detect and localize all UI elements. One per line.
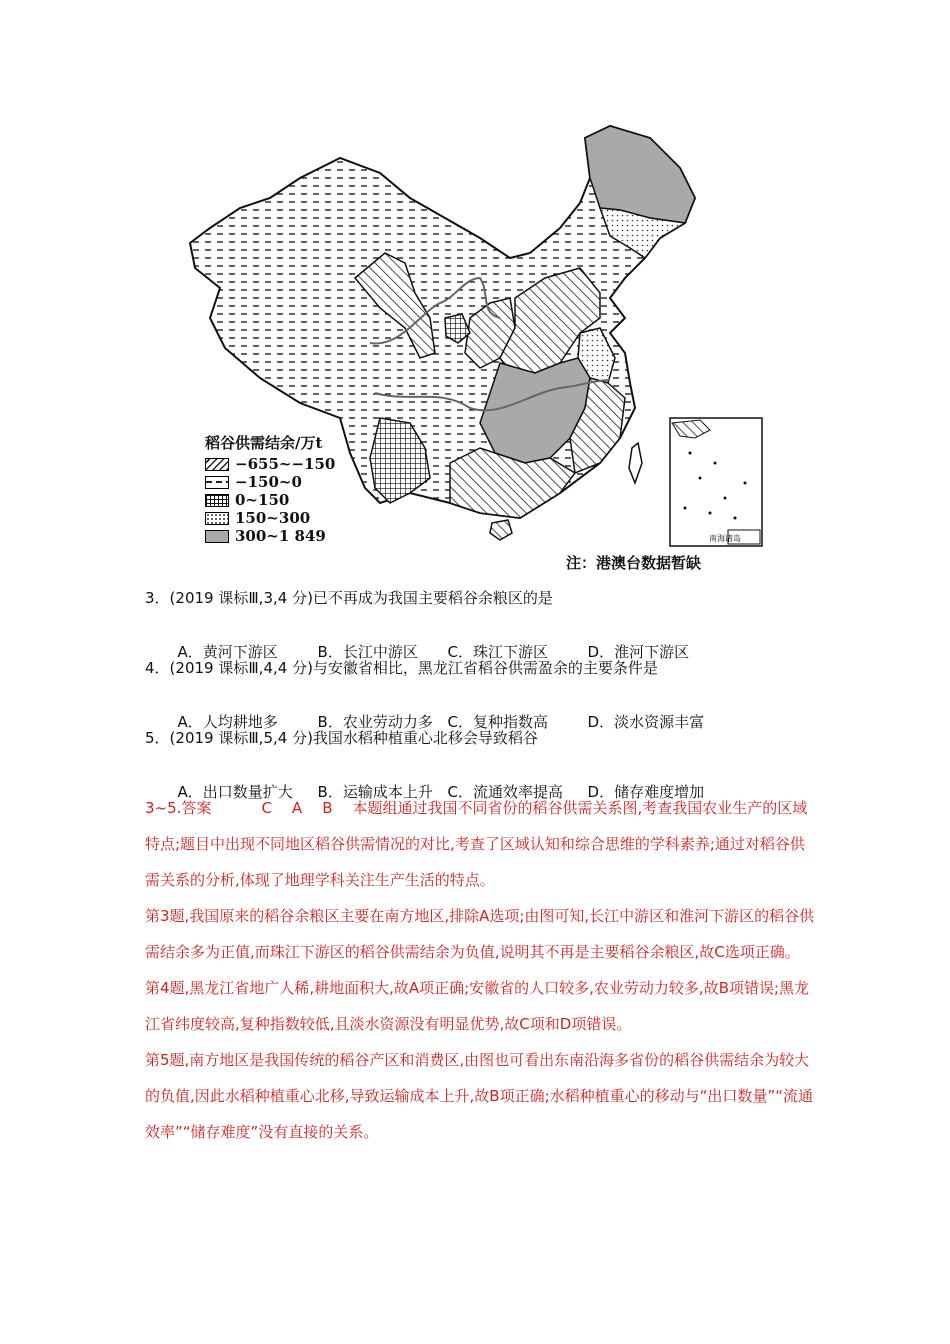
answer-intro: 本题组通过我国不同省份的稻谷供需关系图,考查我国农业生产的区域特点;题目中出现不同地区稻谷供需情况的对比,考查了区域认知和综合思维的学科素养;通过对稻谷供需关系的分析,体现了地理学科关注生产生活的特点。 xyxy=(145,799,808,889)
option-a: A．人均耕地多 xyxy=(177,713,278,731)
answer-label: 3~5.答案 xyxy=(145,799,212,817)
legend-label: 300~1 849 xyxy=(235,527,326,545)
rice-balance-map-figure xyxy=(180,118,780,578)
option-a: A．出口数量扩大 xyxy=(177,783,293,801)
answer-intro-paragraph xyxy=(145,790,815,898)
legend-title: 稻谷供需结余/万t xyxy=(205,434,323,452)
legend-item xyxy=(205,491,335,509)
dots-swatch xyxy=(205,512,229,525)
option-b: B．运输成本上升 xyxy=(317,783,433,801)
figure-note: 注：港澳台数据暂缺 xyxy=(566,554,702,572)
option-b: B．长江中游区 xyxy=(317,643,418,661)
dash-swatch xyxy=(205,476,229,489)
south-china-sea-inset xyxy=(670,418,762,546)
region-hainan xyxy=(490,520,512,540)
cross-grid-swatch xyxy=(205,494,229,507)
answer-section xyxy=(145,790,815,1150)
legend-item xyxy=(205,527,335,545)
option-a: A．黄河下游区 xyxy=(177,643,278,661)
answer-key: C xyxy=(261,799,272,817)
answer-q4-paragraph: 第4题,黑龙江省地广人稀,耕地面积大,故A项正确;安徽省的人口较多,农业劳动力较多,故B项错误;黑龙江省纬度较高,复种指数较低,且淡水资源没有明显优势,故C项和D项错误。 xyxy=(145,979,810,1033)
question-3-options xyxy=(168,622,689,662)
solid-gray-swatch xyxy=(205,530,229,543)
diagonal-hatch-swatch xyxy=(205,458,229,471)
question-4-stem: 4．(2019 课标Ⅲ,4,4 分)与安徽省相比，黑龙江省稻谷供需盈余的主要条件是 xyxy=(145,659,658,677)
legend-item xyxy=(205,509,335,527)
legend-item xyxy=(205,473,335,491)
option-d: D．淮河下游区 xyxy=(587,643,690,661)
question-5-stem: 5．(2019 课标Ⅲ,5,4 分)我国水稻种植重心北移会导致稻谷 xyxy=(145,729,538,747)
region-taiwan xyxy=(629,443,642,483)
option-d: D．淡水资源丰富 xyxy=(587,713,705,731)
answer-q5-paragraph: 第5题,南方地区是我国传统的稻谷产区和消费区,由图也可看出东南沿海多省份的稻谷供需结余为较大的负值,因此水稻种植重心北移,导致运输成本上升,故B项正确;水稻种植重心的移动与“出口数量”“流通效率”“储存难度”没有直接的关系。 xyxy=(145,1051,813,1141)
option-d: D．储存难度增加 xyxy=(587,783,705,801)
question-3-stem: 3．(2019 课标Ⅲ,3,4 分)已不再成为我国主要稻谷余粮区的是 xyxy=(145,589,553,607)
question-4-options xyxy=(168,692,704,732)
answer-key: A xyxy=(291,799,303,817)
answer-keys xyxy=(261,799,352,817)
legend-item xyxy=(205,455,335,473)
option-c: C．流通效率提高 xyxy=(447,783,564,801)
legend-label: 0~150 xyxy=(235,491,290,509)
option-b: B．农业劳动力多 xyxy=(317,713,433,731)
legend-label: 150~300 xyxy=(235,509,311,527)
inset-label: 南海诸岛 xyxy=(709,534,741,543)
answer-key: B xyxy=(322,799,333,817)
legend-label: −655~−150 xyxy=(235,455,336,473)
answer-q3-paragraph: 第3题,我国原来的稻谷余粮区主要在南方地区,排除A选项;由图可知,长江中游区和淮河下游区的稻谷供需结余多为正值,而珠江下游区的稻谷供需结余为负值,说明其不再是主要稻谷余粮区,故C选项正确。 xyxy=(145,907,815,961)
option-c: C．复种指数高 xyxy=(447,713,549,731)
map-legend xyxy=(205,432,335,545)
legend-label: −150~0 xyxy=(235,473,302,491)
option-c: C．珠江下游区 xyxy=(447,643,549,661)
